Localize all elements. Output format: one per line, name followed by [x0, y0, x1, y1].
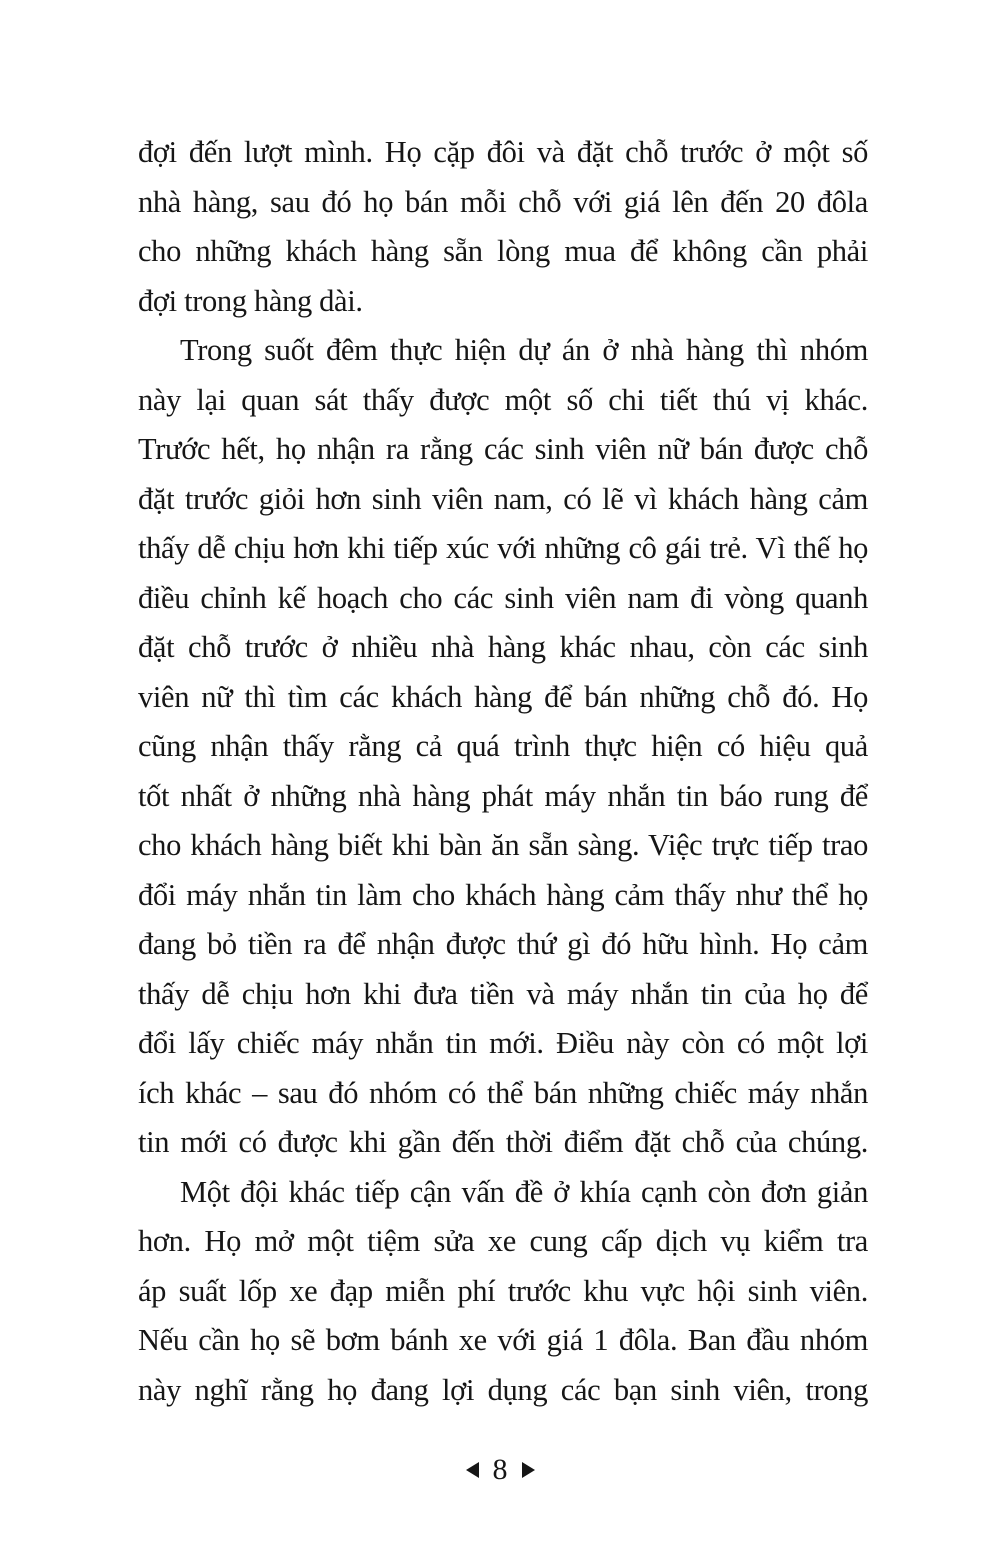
- text-line: áp suất lốp xe đạp miễn phí trước khu vực hội sinh viên.: [138, 1273, 868, 1308]
- text-line: viên nữ thì tìm các khách hàng để bán những chỗ đó. Họ: [138, 679, 868, 714]
- text-line: đang bỏ tiền ra để nhận được thứ gì đó hữu hình. Họ cảm: [138, 927, 868, 961]
- text-line: cho những khách hàng sẵn lòng mua để không cần phải: [138, 234, 868, 268]
- text-line: ích khác – sau đó nhóm có thể bán những chiếc máy nhắn: [138, 1075, 868, 1110]
- body-text: [138, 128, 868, 1415]
- text-line: Trong suốt đêm thực hiện dự án ở nhà hàng thì nhóm: [180, 333, 868, 367]
- text-line: đặt trước giỏi hơn sinh viên nam, có lẽ vì khách hàng cảm: [138, 481, 868, 516]
- triangle-right-icon: [522, 1462, 535, 1478]
- page-footer: [0, 1450, 1000, 1490]
- text-line: đặt chỗ trước ở nhiều nhà hàng khác nhau, còn các sinh: [138, 630, 868, 664]
- text-line: nhà hàng, sau đó họ bán mỗi chỗ với giá lên đến 20 đôla: [138, 184, 868, 219]
- text-line: này lại quan sát thấy được một số chi tiết thú vị khác.: [138, 382, 868, 417]
- text-line: hơn. Họ mở một tiệm sửa xe cung cấp dịch vụ kiểm tra: [138, 1224, 868, 1258]
- text-line: cũng nhận thấy rằng cả quá trình thực hiện có hiệu quả: [138, 729, 868, 763]
- text-line: đổi máy nhắn tin làm cho khách hàng cảm thấy như thể họ: [138, 877, 868, 912]
- text-line: đợi trong hàng dài.: [138, 283, 363, 318]
- text-line: Nếu cần họ sẽ bơm bánh xe với giá 1 đôla. Ban đầu nhóm: [138, 1323, 868, 1357]
- text-line: điều chỉnh kế hoạch cho các sinh viên nam đi vòng quanh: [138, 580, 868, 615]
- text-line: đổi lấy chiếc máy nhắn tin mới. Điều này còn có một lợi: [138, 1026, 868, 1060]
- text-line: đợi đến lượt mình. Họ cặp đôi và đặt chỗ trước ở một số: [138, 135, 868, 169]
- text-line: Một đội khác tiếp cận vấn đề ở khía cạnh còn đơn giản: [180, 1174, 868, 1209]
- text-line: này nghĩ rằng họ đang lợi dụng các bạn sinh viên, trong: [138, 1372, 868, 1407]
- text-line: Trước hết, họ nhận ra rằng các sinh viên nữ bán được chỗ: [138, 432, 868, 466]
- paragraph-3: [138, 1168, 868, 1416]
- text-line: thấy dễ chịu hơn khi đưa tiền và máy nhắn tin của họ để: [138, 976, 868, 1011]
- paragraph-2: [138, 326, 868, 1168]
- text-line: cho khách hàng biết khi bàn ăn sẵn sàng. Việc trực tiếp trao: [138, 828, 868, 862]
- page-number: 8: [492, 1453, 508, 1486]
- text-line: tốt nhất ở những nhà hàng phát máy nhắn tin báo rung để: [138, 778, 868, 813]
- text-line: tin mới có được khi gần đến thời điểm đặt chỗ của chúng.: [138, 1125, 868, 1159]
- text-line: thấy dễ chịu hơn khi tiếp xúc với những cô gái trẻ. Vì thế họ: [138, 531, 868, 565]
- triangle-left-icon: [466, 1462, 479, 1478]
- paragraph-1: [138, 128, 868, 326]
